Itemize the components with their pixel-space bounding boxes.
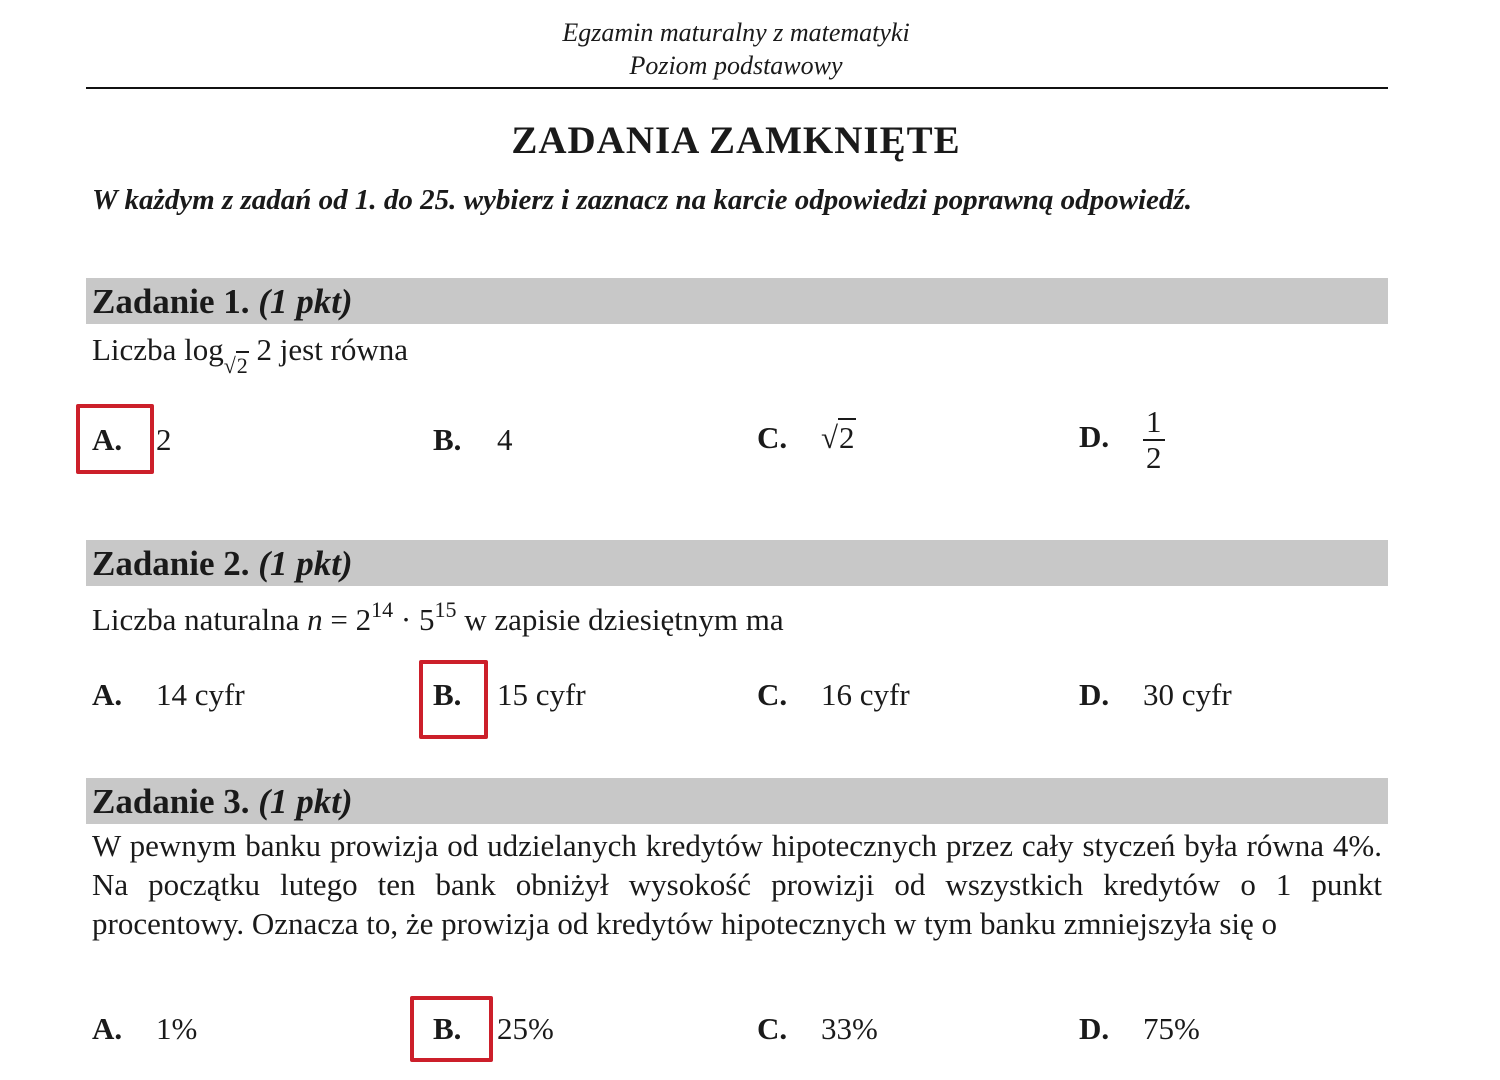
option-value: 30 cyfr	[1143, 677, 1232, 712]
option-value: 15 cyfr	[497, 677, 586, 712]
answer-mark-task-1	[76, 404, 154, 474]
task-1-question-suffix: jest równa	[279, 332, 409, 367]
option-value: 4	[497, 422, 513, 457]
instruction-text: W każdym z zadań od 1. do 25. wybierz i zaznacz na karcie odpowiedzi poprawną odpowiedź.	[92, 184, 1192, 216]
option-value: 2	[156, 422, 172, 457]
task-2-points: (1 pkt)	[258, 544, 353, 583]
task-1-option-d[interactable]	[1079, 405, 1165, 475]
option-value: 16 cyfr	[821, 677, 910, 712]
sqrt-symbol: √2	[821, 420, 855, 455]
fraction-denominator: 2	[1146, 440, 1162, 475]
option-value: 14 cyfr	[156, 677, 245, 712]
task-2-question-suffix: w zapisie dziesiętnym ma	[464, 602, 784, 637]
task-2-option-c[interactable]	[757, 677, 910, 713]
answer-mark-task-2	[419, 660, 488, 739]
task-1-header	[86, 278, 1388, 324]
task-1-title: Zadanie 1.	[92, 282, 250, 321]
task-1-option-b[interactable]	[433, 422, 513, 458]
task-1-question-prefix: Liczba log	[92, 332, 224, 367]
sqrt-symbol: √2	[223, 353, 248, 378]
fraction	[1143, 405, 1165, 475]
task-1-option-c[interactable]	[757, 420, 856, 456]
option-letter: C.	[757, 420, 788, 455]
log-argument: 2	[256, 332, 273, 367]
task-3-option-c[interactable]	[757, 1011, 878, 1047]
task-1-points: (1 pkt)	[258, 282, 353, 321]
option-letter: D.	[1079, 677, 1110, 712]
task-3-option-d[interactable]	[1079, 1011, 1200, 1047]
option-value: 75%	[1143, 1011, 1200, 1046]
equation-base-2: = 2	[330, 602, 372, 637]
exam-header-title: Egzamin maturalny z matematyki	[562, 18, 910, 47]
option-letter: A.	[92, 422, 123, 457]
task-2-question-prefix: Liczba naturalna	[92, 602, 300, 637]
task-3-header	[86, 778, 1388, 824]
option-letter: B.	[433, 677, 462, 712]
option-letter: D.	[1079, 419, 1110, 455]
option-value: 2	[839, 420, 855, 455]
task-2-option-d[interactable]	[1079, 677, 1232, 713]
task-2-title: Zadanie 2.	[92, 544, 250, 583]
option-letter: C.	[757, 677, 788, 712]
task-3-title: Zadanie 3.	[92, 782, 250, 821]
option-letter: B.	[433, 1011, 462, 1046]
option-letter: A.	[92, 677, 123, 712]
option-value: 1%	[156, 1011, 198, 1046]
option-letter: C.	[757, 1011, 788, 1046]
task-2-question	[92, 597, 784, 642]
equation-base-5: · 5	[400, 602, 435, 637]
option-value: 25%	[497, 1011, 554, 1046]
exponent-14: 14	[371, 597, 394, 622]
answer-mark-task-3	[410, 996, 493, 1062]
option-letter: B.	[433, 422, 462, 457]
task-2-header	[86, 540, 1388, 586]
log-base	[224, 353, 249, 378]
exam-header-level: Poziom podstawowy	[629, 51, 843, 80]
option-letter: A.	[92, 1011, 123, 1046]
fraction-numerator: 1	[1143, 405, 1165, 441]
task-3-points: (1 pkt)	[258, 782, 353, 821]
exponent-15: 15	[434, 597, 457, 622]
task-1-question	[92, 330, 409, 378]
option-value: 33%	[821, 1011, 878, 1046]
task-3-question: W pewnym banku prowizja od udzielanych kredytów hipotecznych przez cały styczeń była równa 4%. Na początku lutego ten bank obniżył wysokość prowizji od wszystkich kredytów o 1 punkt procentowy. Oznacza to, że prowizja od kredytów hipotecznych w tym banku zmniejszyła się o	[92, 828, 1382, 941]
task-3-option-a[interactable]	[92, 1011, 197, 1047]
task-2-option-a[interactable]	[92, 677, 245, 713]
section-title: ZADANIA ZAMKNIĘTE	[511, 119, 961, 162]
header-divider	[86, 87, 1388, 89]
log-base-radicand: 2	[236, 353, 248, 378]
variable-n: n	[307, 602, 323, 637]
option-letter: D.	[1079, 1011, 1110, 1046]
